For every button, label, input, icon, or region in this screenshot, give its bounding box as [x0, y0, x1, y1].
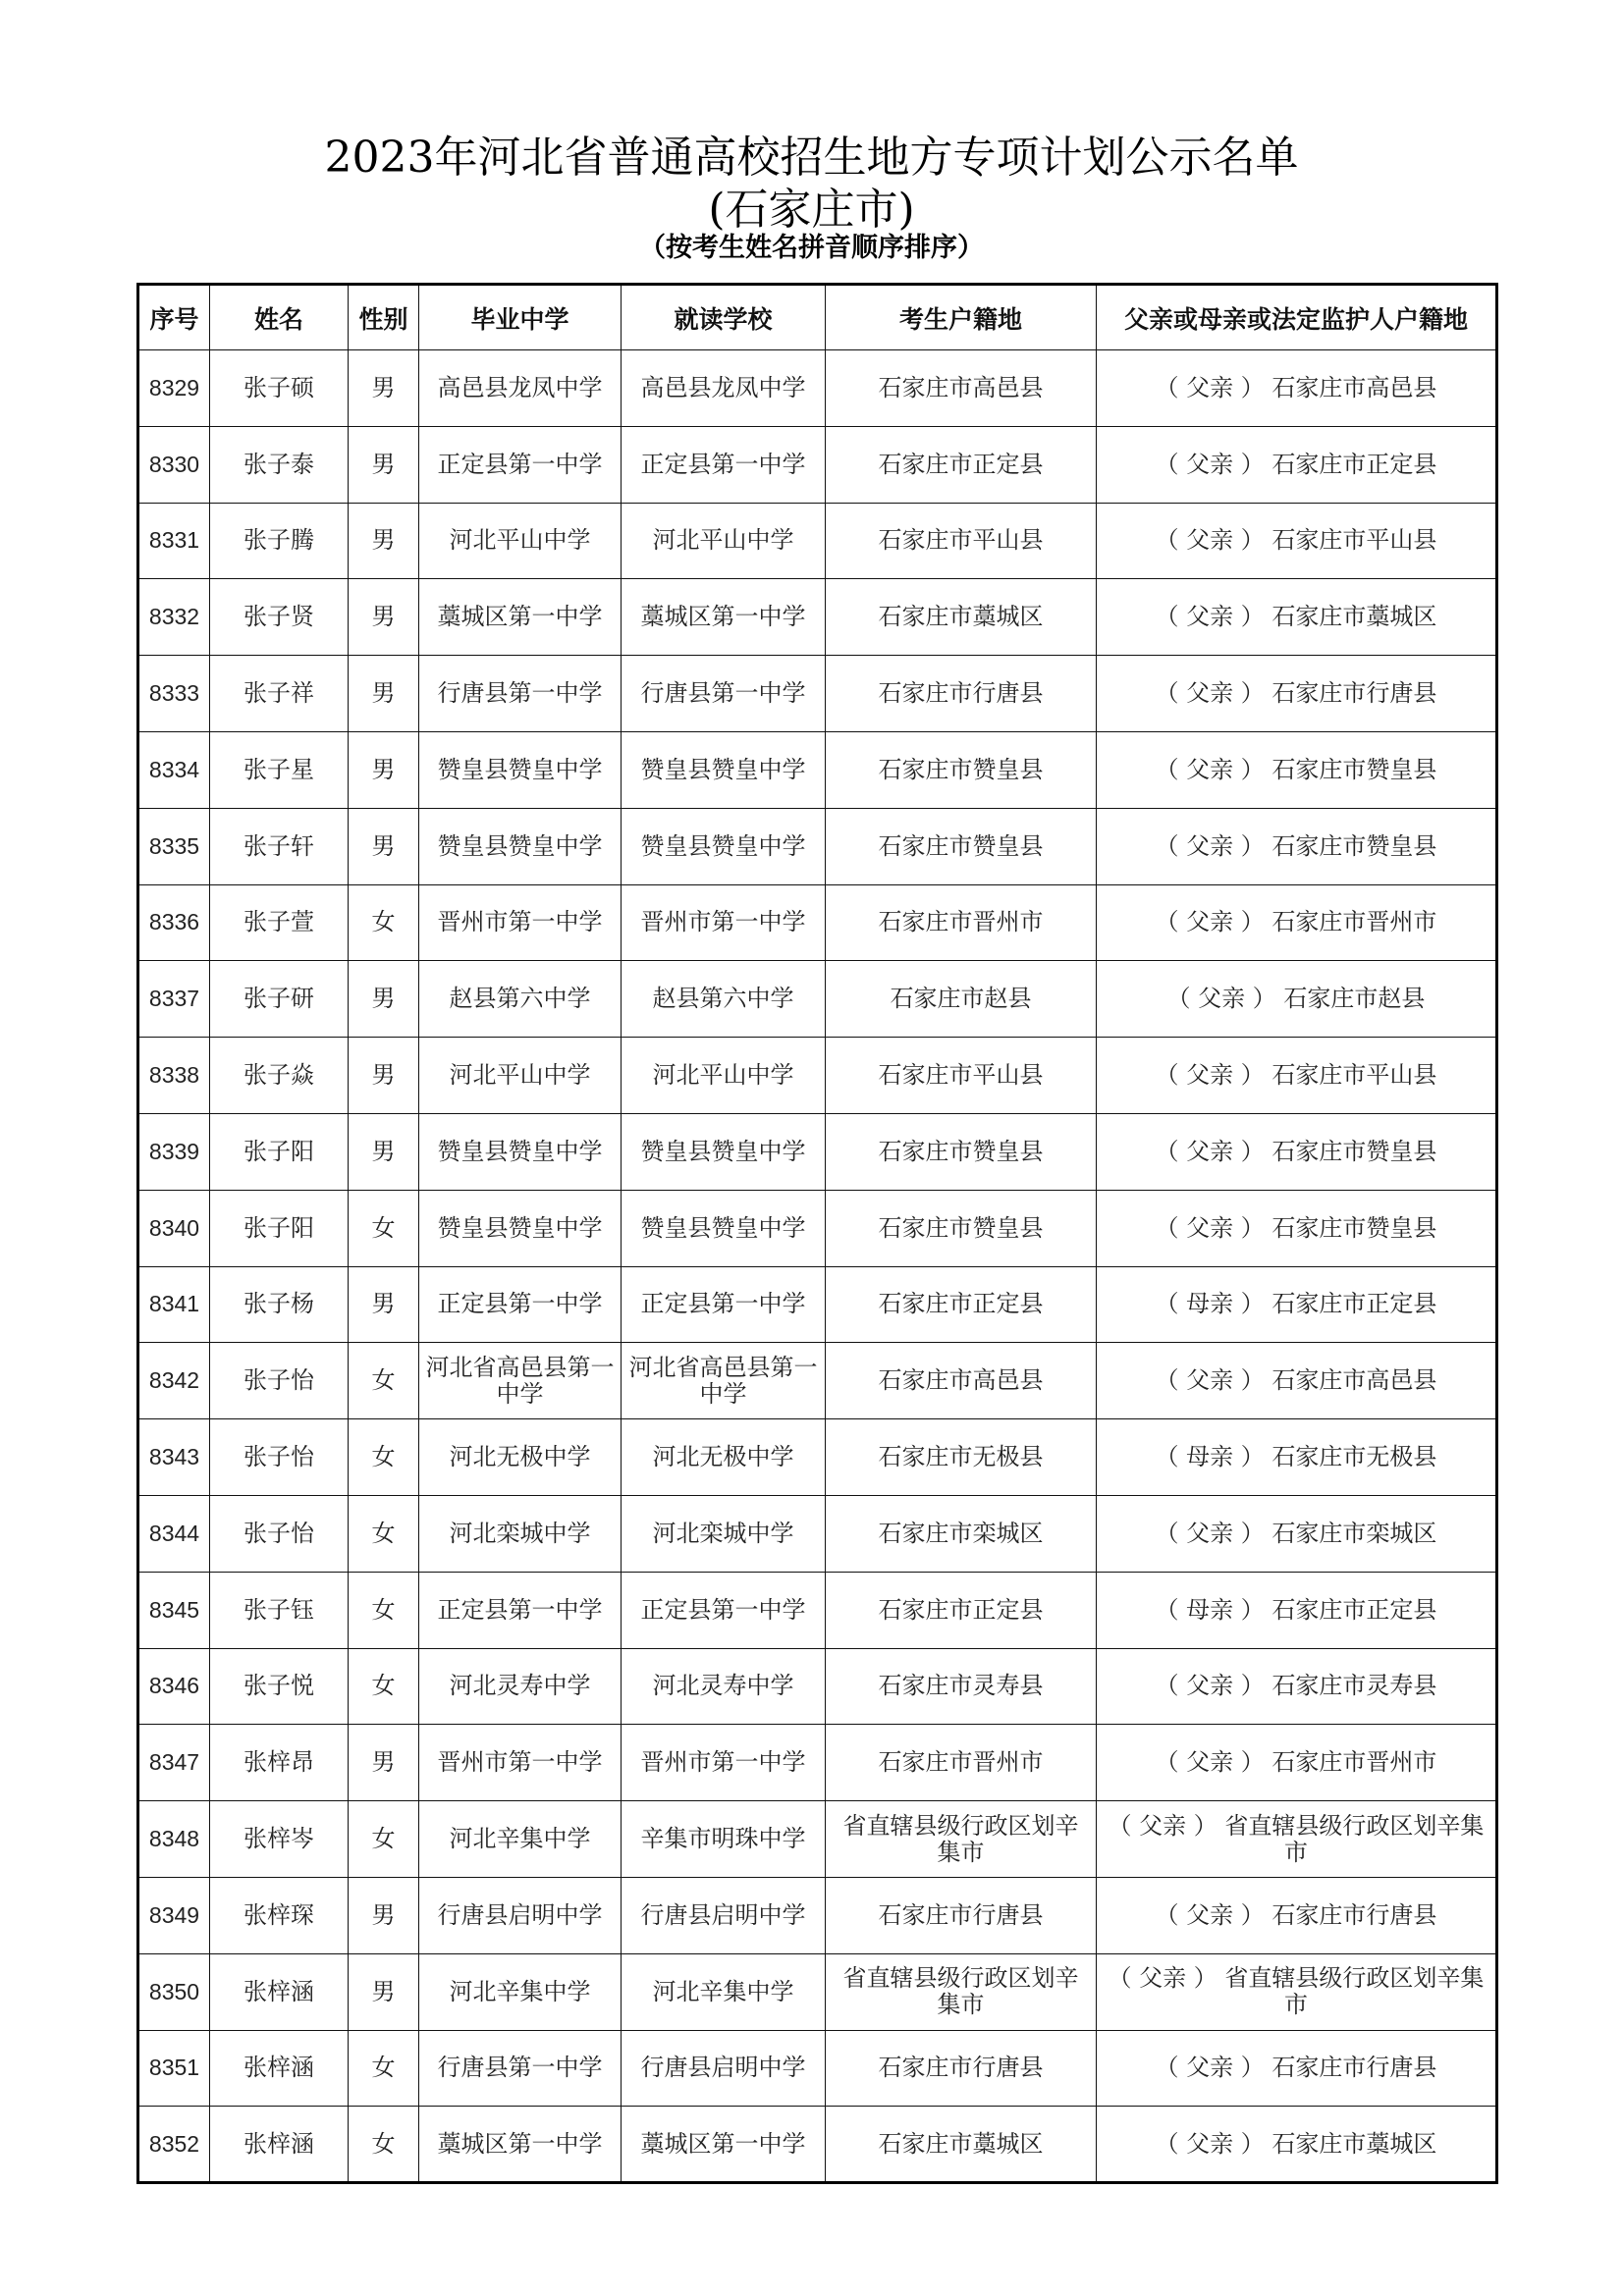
- table-row: [138, 1572, 1497, 1648]
- header-current-school: 就读学校: [622, 285, 826, 350]
- student-registry-cell: 石家庄市平山县: [826, 503, 1097, 579]
- gender-cell: 女: [349, 1495, 419, 1572]
- name-cell: 张子祥: [210, 656, 349, 732]
- student-registry-cell: 石家庄市赞皇县: [826, 1113, 1097, 1190]
- document-title: 2023年河北省普通高校招生地方专项计划公示名单: [324, 133, 1299, 183]
- student-registry-cell: 石家庄市高邑县: [826, 350, 1097, 427]
- seq-cell: 8345: [138, 1572, 210, 1648]
- gender-cell: 男: [349, 1113, 419, 1190]
- gender-cell: 男: [349, 426, 419, 503]
- current-school-cell: 藁城区第一中学: [622, 579, 826, 656]
- current-school-cell: 河北省高邑县第一中学: [622, 1343, 826, 1419]
- student-registry-cell: 石家庄市藁城区: [826, 579, 1097, 656]
- gender-cell: 男: [349, 350, 419, 427]
- seq-cell: 8342: [138, 1343, 210, 1419]
- table-row: [138, 656, 1497, 732]
- current-school-cell: 河北无极中学: [622, 1419, 826, 1496]
- current-school-cell: 藁城区第一中学: [622, 2107, 826, 2183]
- gender-cell: 男: [349, 1953, 419, 2030]
- gender-cell: 男: [349, 656, 419, 732]
- table-row: [138, 1495, 1497, 1572]
- name-cell: 张子泰: [210, 426, 349, 503]
- seq-cell: 8350: [138, 1953, 210, 2030]
- student-registry-cell: 石家庄市赞皇县: [826, 731, 1097, 808]
- guardian-registry-cell: （ 父亲 ） 省直辖县级行政区划辛集市: [1097, 1801, 1497, 1878]
- graduate-school-cell: 河北辛集中学: [419, 1801, 622, 1878]
- gender-cell: 女: [349, 1419, 419, 1496]
- current-school-cell: 行唐县第一中学: [622, 656, 826, 732]
- name-cell: 张子星: [210, 731, 349, 808]
- name-cell: 张梓涵: [210, 2107, 349, 2183]
- table-row: [138, 426, 1497, 503]
- gender-cell: 男: [349, 503, 419, 579]
- guardian-registry-cell: （ 父亲 ） 石家庄市赞皇县: [1097, 808, 1497, 884]
- seq-cell: 8329: [138, 350, 210, 427]
- current-school-cell: 河北平山中学: [622, 503, 826, 579]
- table-row: [138, 961, 1497, 1038]
- guardian-registry-cell: （ 父亲 ） 石家庄市赞皇县: [1097, 1190, 1497, 1266]
- graduate-school-cell: 正定县第一中学: [419, 1572, 622, 1648]
- gender-cell: 女: [349, 1343, 419, 1419]
- name-cell: 张子怡: [210, 1419, 349, 1496]
- guardian-registry-cell: （ 父亲 ） 石家庄市赞皇县: [1097, 731, 1497, 808]
- graduate-school-cell: 赞皇县赞皇中学: [419, 808, 622, 884]
- seq-cell: 8338: [138, 1038, 210, 1114]
- current-school-cell: 晋州市第一中学: [622, 884, 826, 961]
- guardian-registry-cell: （ 父亲 ） 石家庄市晋州市: [1097, 1725, 1497, 1801]
- student-registry-cell: 石家庄市赞皇县: [826, 808, 1097, 884]
- guardian-registry-cell: （ 父亲 ） 石家庄市栾城区: [1097, 1495, 1497, 1572]
- gender-cell: 男: [349, 579, 419, 656]
- table-row: [138, 579, 1497, 656]
- header-seq: 序号: [138, 285, 210, 350]
- graduate-school-cell: 正定县第一中学: [419, 1266, 622, 1343]
- gender-cell: 男: [349, 1038, 419, 1114]
- name-cell: 张梓涵: [210, 2030, 349, 2107]
- graduate-school-cell: 河北辛集中学: [419, 1953, 622, 2030]
- table-row: [138, 1877, 1497, 1953]
- name-cell: 张梓岑: [210, 1801, 349, 1878]
- student-registry-cell: 石家庄市藁城区: [826, 2107, 1097, 2183]
- student-registry-cell: 石家庄市平山县: [826, 1038, 1097, 1114]
- current-school-cell: 赞皇县赞皇中学: [622, 808, 826, 884]
- table-row: [138, 731, 1497, 808]
- seq-cell: 8351: [138, 2030, 210, 2107]
- seq-cell: 8331: [138, 503, 210, 579]
- gender-cell: 女: [349, 1648, 419, 1725]
- student-registry-cell: 石家庄市赞皇县: [826, 1190, 1097, 1266]
- name-cell: 张子悦: [210, 1648, 349, 1725]
- seq-cell: 8346: [138, 1648, 210, 1725]
- gender-cell: 女: [349, 1190, 419, 1266]
- header-name: 姓名: [210, 285, 349, 350]
- graduate-school-cell: 河北平山中学: [419, 503, 622, 579]
- seq-cell: 8337: [138, 961, 210, 1038]
- guardian-registry-cell: （ 父亲 ） 石家庄市平山县: [1097, 503, 1497, 579]
- current-school-cell: 辛集市明珠中学: [622, 1801, 826, 1878]
- name-cell: 张子焱: [210, 1038, 349, 1114]
- gender-cell: 女: [349, 2030, 419, 2107]
- table-row: [138, 1419, 1497, 1496]
- name-cell: 张子怡: [210, 1495, 349, 1572]
- table-row: [138, 1953, 1497, 2030]
- table-row: [138, 1113, 1497, 1190]
- table-row: [138, 1725, 1497, 1801]
- name-cell: 张子杨: [210, 1266, 349, 1343]
- seq-cell: 8339: [138, 1113, 210, 1190]
- gender-cell: 男: [349, 1266, 419, 1343]
- current-school-cell: 赞皇县赞皇中学: [622, 1190, 826, 1266]
- guardian-registry-cell: （ 父亲 ） 石家庄市藁城区: [1097, 579, 1497, 656]
- table-row: [138, 1038, 1497, 1114]
- student-registry-cell: 石家庄市晋州市: [826, 1725, 1097, 1801]
- current-school-cell: 高邑县龙凤中学: [622, 350, 826, 427]
- gender-cell: 男: [349, 961, 419, 1038]
- guardian-registry-cell: （ 母亲 ） 石家庄市无极县: [1097, 1419, 1497, 1496]
- guardian-registry-cell: （ 父亲 ） 石家庄市行唐县: [1097, 1877, 1497, 1953]
- name-cell: 张梓琛: [210, 1877, 349, 1953]
- header-gender: 性别: [349, 285, 419, 350]
- seq-cell: 8348: [138, 1801, 210, 1878]
- roster-table: [136, 283, 1498, 2184]
- current-school-cell: 河北栾城中学: [622, 1495, 826, 1572]
- table-row: [138, 884, 1497, 961]
- name-cell: 张子研: [210, 961, 349, 1038]
- guardian-registry-cell: （ 父亲 ） 石家庄市高邑县: [1097, 350, 1497, 427]
- name-cell: 张梓昂: [210, 1725, 349, 1801]
- gender-cell: 男: [349, 731, 419, 808]
- student-registry-cell: 石家庄市正定县: [826, 426, 1097, 503]
- student-registry-cell: 石家庄市晋州市: [826, 884, 1097, 961]
- student-registry-cell: 省直辖县级行政区划辛集市: [826, 1801, 1097, 1878]
- header-row: [138, 285, 1497, 350]
- current-school-cell: 行唐县启明中学: [622, 2030, 826, 2107]
- gender-cell: 男: [349, 808, 419, 884]
- seq-cell: 8344: [138, 1495, 210, 1572]
- current-school-cell: 正定县第一中学: [622, 1572, 826, 1648]
- seq-cell: 8349: [138, 1877, 210, 1953]
- seq-cell: 8332: [138, 579, 210, 656]
- header-student-registry: 考生户籍地: [826, 285, 1097, 350]
- table-row: [138, 2107, 1497, 2183]
- current-school-cell: 正定县第一中学: [622, 426, 826, 503]
- table-row: [138, 1648, 1497, 1725]
- guardian-registry-cell: （ 母亲 ） 石家庄市正定县: [1097, 1266, 1497, 1343]
- guardian-registry-cell: （ 父亲 ） 石家庄市晋州市: [1097, 884, 1497, 961]
- student-registry-cell: 石家庄市行唐县: [826, 656, 1097, 732]
- graduate-school-cell: 晋州市第一中学: [419, 884, 622, 961]
- graduate-school-cell: 河北灵寿中学: [419, 1648, 622, 1725]
- table-row: [138, 1801, 1497, 1878]
- name-cell: 张梓涵: [210, 1953, 349, 2030]
- graduate-school-cell: 藁城区第一中学: [419, 2107, 622, 2183]
- graduate-school-cell: 藁城区第一中学: [419, 579, 622, 656]
- student-registry-cell: 石家庄市无极县: [826, 1419, 1097, 1496]
- name-cell: 张子钰: [210, 1572, 349, 1648]
- table-row: [138, 2030, 1497, 2107]
- name-cell: 张子硕: [210, 350, 349, 427]
- guardian-registry-cell: （ 父亲 ） 省直辖县级行政区划辛集市: [1097, 1953, 1497, 2030]
- student-registry-cell: 石家庄市正定县: [826, 1572, 1097, 1648]
- seq-cell: 8340: [138, 1190, 210, 1266]
- graduate-school-cell: 赞皇县赞皇中学: [419, 731, 622, 808]
- name-cell: 张子阳: [210, 1190, 349, 1266]
- table-row: [138, 808, 1497, 884]
- graduate-school-cell: 高邑县龙凤中学: [419, 350, 622, 427]
- seq-cell: 8352: [138, 2107, 210, 2183]
- graduate-school-cell: 河北平山中学: [419, 1038, 622, 1114]
- student-registry-cell: 石家庄市灵寿县: [826, 1648, 1097, 1725]
- graduate-school-cell: 行唐县第一中学: [419, 2030, 622, 2107]
- graduate-school-cell: 行唐县启明中学: [419, 1877, 622, 1953]
- graduate-school-cell: 河北无极中学: [419, 1419, 622, 1496]
- city-subtitle: (石家庄市): [708, 185, 915, 235]
- sort-note: （按考生姓名拼音顺序排序）: [639, 233, 984, 263]
- name-cell: 张子怡: [210, 1343, 349, 1419]
- student-registry-cell: 石家庄市正定县: [826, 1266, 1097, 1343]
- gender-cell: 男: [349, 1725, 419, 1801]
- guardian-registry-cell: （ 父亲 ） 石家庄市正定县: [1097, 426, 1497, 503]
- table-row: [138, 503, 1497, 579]
- guardian-registry-cell: （ 母亲 ） 石家庄市正定县: [1097, 1572, 1497, 1648]
- guardian-registry-cell: （ 父亲 ） 石家庄市赞皇县: [1097, 1113, 1497, 1190]
- graduate-school-cell: 河北省高邑县第一中学: [419, 1343, 622, 1419]
- seq-cell: 8335: [138, 808, 210, 884]
- student-registry-cell: 石家庄市高邑县: [826, 1343, 1097, 1419]
- seq-cell: 8333: [138, 656, 210, 732]
- guardian-registry-cell: （ 父亲 ） 石家庄市高邑县: [1097, 1343, 1497, 1419]
- graduate-school-cell: 赵县第六中学: [419, 961, 622, 1038]
- guardian-registry-cell: （ 父亲 ） 石家庄市平山县: [1097, 1038, 1497, 1114]
- guardian-registry-cell: （ 父亲 ） 石家庄市赵县: [1097, 961, 1497, 1038]
- table-row: [138, 1343, 1497, 1419]
- header-graduate-school: 毕业中学: [419, 285, 622, 350]
- seq-cell: 8334: [138, 731, 210, 808]
- table-row: [138, 350, 1497, 427]
- guardian-registry-cell: （ 父亲 ） 石家庄市藁城区: [1097, 2107, 1497, 2183]
- student-registry-cell: 省直辖县级行政区划辛集市: [826, 1953, 1097, 2030]
- gender-cell: 女: [349, 884, 419, 961]
- seq-cell: 8330: [138, 426, 210, 503]
- current-school-cell: 晋州市第一中学: [622, 1725, 826, 1801]
- current-school-cell: 河北辛集中学: [622, 1953, 826, 2030]
- graduate-school-cell: 行唐县第一中学: [419, 656, 622, 732]
- current-school-cell: 赞皇县赞皇中学: [622, 731, 826, 808]
- student-registry-cell: 石家庄市行唐县: [826, 1877, 1097, 1953]
- current-school-cell: 河北灵寿中学: [622, 1648, 826, 1725]
- name-cell: 张子阳: [210, 1113, 349, 1190]
- current-school-cell: 行唐县启明中学: [622, 1877, 826, 1953]
- seq-cell: 8343: [138, 1419, 210, 1496]
- graduate-school-cell: 正定县第一中学: [419, 426, 622, 503]
- seq-cell: 8336: [138, 884, 210, 961]
- guardian-registry-cell: （ 父亲 ） 石家庄市灵寿县: [1097, 1648, 1497, 1725]
- graduate-school-cell: 晋州市第一中学: [419, 1725, 622, 1801]
- current-school-cell: 正定县第一中学: [622, 1266, 826, 1343]
- current-school-cell: 赵县第六中学: [622, 961, 826, 1038]
- name-cell: 张子贤: [210, 579, 349, 656]
- gender-cell: 女: [349, 1572, 419, 1648]
- guardian-registry-cell: （ 父亲 ） 石家庄市行唐县: [1097, 2030, 1497, 2107]
- table-row: [138, 1266, 1497, 1343]
- name-cell: 张子腾: [210, 503, 349, 579]
- gender-cell: 女: [349, 1801, 419, 1878]
- graduate-school-cell: 赞皇县赞皇中学: [419, 1113, 622, 1190]
- graduate-school-cell: 赞皇县赞皇中学: [419, 1190, 622, 1266]
- guardian-registry-cell: （ 父亲 ） 石家庄市行唐县: [1097, 656, 1497, 732]
- seq-cell: 8341: [138, 1266, 210, 1343]
- seq-cell: 8347: [138, 1725, 210, 1801]
- name-cell: 张子萱: [210, 884, 349, 961]
- student-registry-cell: 石家庄市行唐县: [826, 2030, 1097, 2107]
- current-school-cell: 赞皇县赞皇中学: [622, 1113, 826, 1190]
- student-registry-cell: 石家庄市栾城区: [826, 1495, 1097, 1572]
- student-registry-cell: 石家庄市赵县: [826, 961, 1097, 1038]
- gender-cell: 女: [349, 2107, 419, 2183]
- current-school-cell: 河北平山中学: [622, 1038, 826, 1114]
- table-row: [138, 1190, 1497, 1266]
- name-cell: 张子轩: [210, 808, 349, 884]
- header-guardian-registry: 父亲或母亲或法定监护人户籍地: [1097, 285, 1497, 350]
- graduate-school-cell: 河北栾城中学: [419, 1495, 622, 1572]
- gender-cell: 男: [349, 1877, 419, 1953]
